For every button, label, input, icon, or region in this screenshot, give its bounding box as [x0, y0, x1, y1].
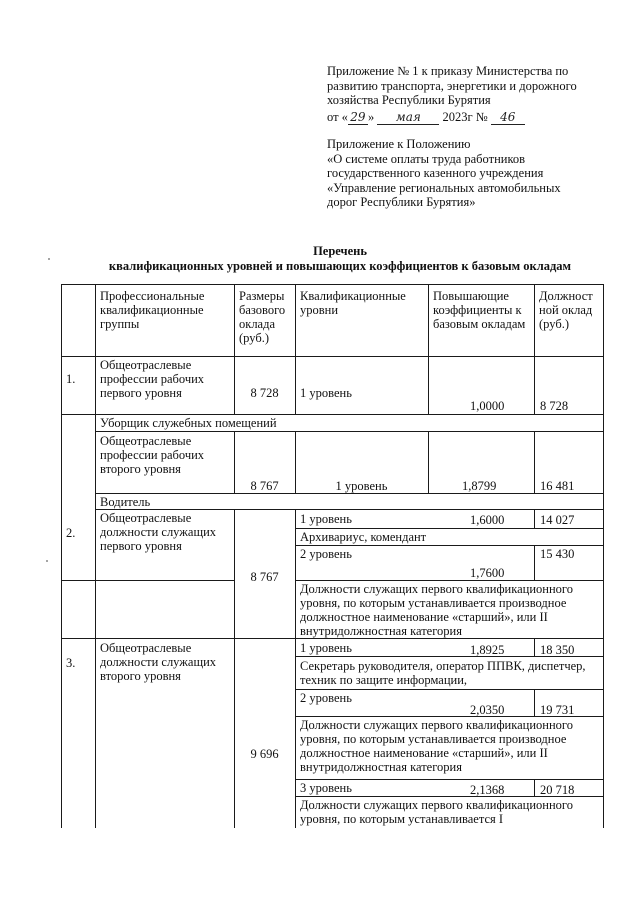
level: 3 уровень — [300, 781, 352, 795]
coefficient: 1,0000 — [470, 399, 505, 413]
annex-header — [327, 64, 617, 125]
annex-line: развитию транспорта, энергетики и дорожного — [327, 78, 577, 93]
positions-note: Водитель — [100, 495, 151, 509]
date-prefix: от « — [327, 109, 348, 124]
date-mid: » — [367, 109, 375, 124]
coefficient: 1,7600 — [470, 566, 505, 580]
positions-note: Должности служащих первого квалификационного уровня, по которым устанавливается I — [300, 798, 573, 826]
title-line: квалификационных уровней и повышающих коэффициентов к базовым окладам — [108, 259, 572, 273]
scan-mark — [48, 258, 50, 260]
base-salary: 8 767 — [250, 570, 279, 584]
coefficient: 2,0350 — [470, 703, 505, 717]
group-name: Общеотраслевые профессии рабочих первого уровня — [100, 358, 205, 400]
level: 1 уровень — [300, 512, 352, 526]
annex-line: государственного казенного учреждения — [327, 166, 544, 180]
positions-note: Секретарь руководителя, оператор ППВК, диспетчер, техник по защите информации, — [300, 659, 586, 687]
row-number: 1. — [66, 372, 76, 386]
row-number: 3. — [66, 656, 76, 670]
position-salary: 15 430 — [540, 547, 575, 561]
col-header-levels: Квалификационные уровни — [300, 289, 406, 317]
document-title — [40, 244, 640, 274]
group-name: Общеотраслевые профессии рабочих второго уровня — [100, 434, 205, 476]
level: 2 уровень — [300, 691, 352, 705]
order-date-line — [327, 110, 617, 125]
positions-note: Должности служащих первого квалификационного уровня, по которым устанавливается производное должностное наименование «старший», или II внутридолжностная категория — [300, 582, 573, 638]
coefficient: 1,8925 — [470, 643, 505, 657]
positions-note: Архивариус, комендант — [300, 530, 427, 544]
base-salary: 8 767 — [250, 479, 279, 493]
base-salary: 8 728 — [250, 386, 279, 400]
level: 1 уровень — [300, 386, 352, 400]
positions-note: Уборщик служебных помещений — [100, 416, 277, 430]
annex-line: хозяйства Республики Бурятия — [327, 93, 491, 107]
coefficient: 1,8799 — [462, 479, 497, 493]
date-day: 29 — [348, 111, 368, 125]
col-header-base-salary: Размеры базового оклада (руб.) — [239, 289, 286, 345]
scan-mark — [46, 560, 48, 562]
annex-regulation — [327, 137, 617, 210]
title-line: Перечень — [313, 244, 367, 258]
level: 1 уровень — [335, 479, 388, 493]
annex-line: Приложение № 1 к приказу Министерства по — [327, 64, 569, 78]
base-salary: 9 696 — [250, 747, 279, 761]
date-year: 2023г № — [442, 109, 488, 124]
annex-line: «Управление региональных автомобильных — [327, 180, 561, 195]
group-name: Общеотраслевые должности служащих второго уровня — [100, 641, 217, 683]
position-salary: 19 731 — [540, 703, 575, 717]
order-number: 46 — [491, 111, 525, 125]
annex-line: дорог Республики Бурятия» — [327, 195, 476, 209]
position-salary: 14 027 — [540, 513, 575, 527]
col-header-coefficients: Повышающие коэффициенты к базовым окладам — [433, 289, 526, 331]
position-salary: 16 481 — [540, 479, 575, 493]
date-month: мая — [377, 111, 439, 125]
position-salary: 8 728 — [540, 399, 569, 413]
group-name: Общеотраслевые должности служащих первого уровня — [100, 511, 217, 553]
positions-note: Должности служащих первого квалификационного уровня, по которым устанавливается производное должностное наименование «старший», или II внутридолжностная категория — [300, 718, 573, 774]
col-header-groups: Профессиональные квалификационные группы — [100, 289, 205, 331]
annex-line: «О системе оплаты труда работников — [327, 151, 526, 166]
coefficient: 2,1368 — [470, 783, 505, 797]
col-header-position-salary: Должност ной оклад (руб.) — [539, 289, 593, 331]
position-salary: 20 718 — [540, 783, 575, 797]
level: 1 уровень — [300, 641, 352, 655]
coefficient: 1,6000 — [470, 513, 505, 527]
annex-line: Приложение к Положению — [327, 137, 471, 151]
position-salary: 18 350 — [540, 643, 575, 657]
level: 2 уровень — [300, 547, 352, 561]
row-number: 2. — [66, 526, 76, 540]
